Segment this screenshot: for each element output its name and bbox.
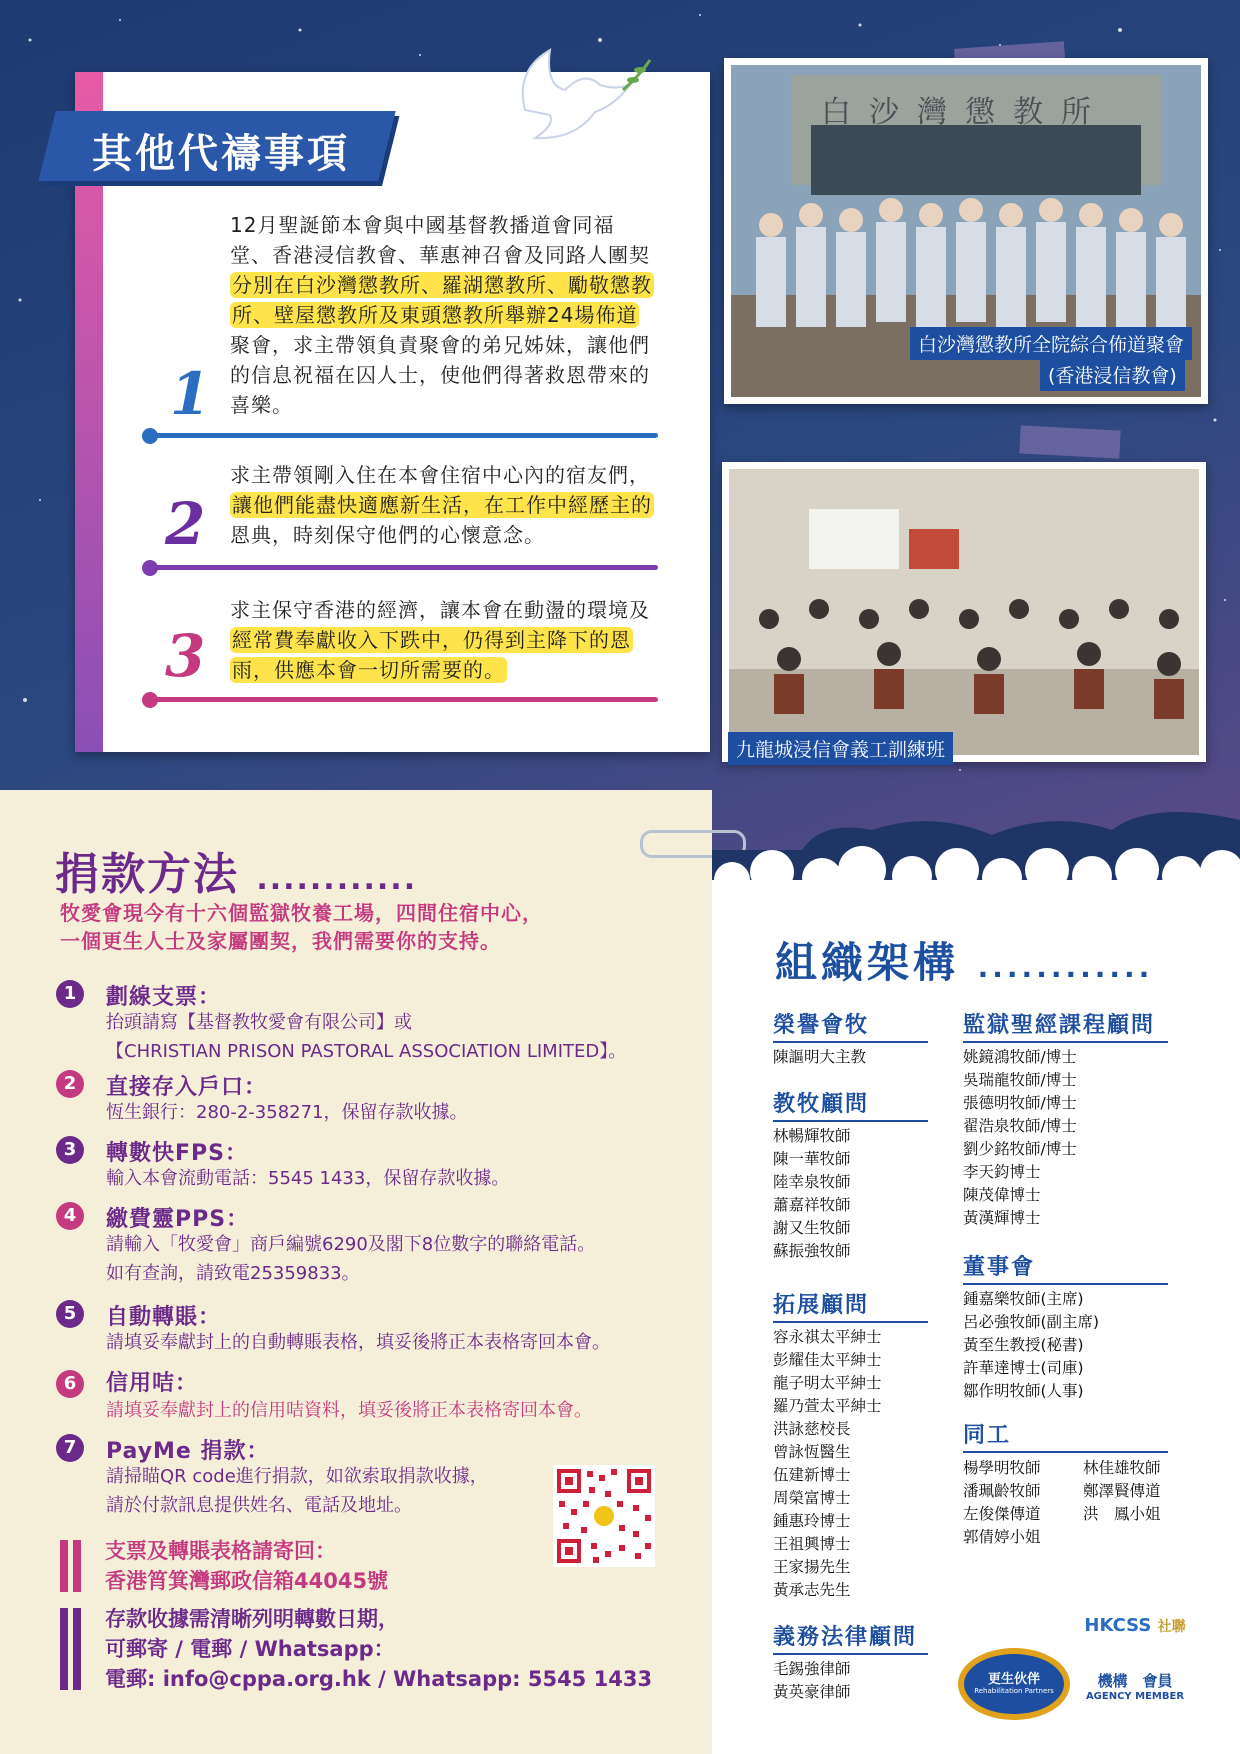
photo2-caption: 九龍城浸信會義工訓練班 bbox=[728, 732, 953, 765]
method-6-body bbox=[106, 1396, 592, 1425]
prayer-2-line: 讓他們能盡快適應新生活，在工作中經歷主的 bbox=[232, 493, 652, 517]
donation-subtitle-1: 牧愛會現今有十六個監獄牧養工場，四間住宿中心， bbox=[60, 901, 543, 925]
prayer-3-line: 經常費奉獻收入下跌中，仍得到主降下的恩 bbox=[232, 628, 631, 652]
hkcss-mark bbox=[1080, 1615, 1190, 1636]
staff-name: 楊學明牧師 bbox=[963, 1459, 1041, 1477]
rehab-partner-logo bbox=[958, 1648, 1070, 1720]
method-3-title: 轉數快FPS： bbox=[106, 1141, 248, 1166]
method-6-badge: 6 bbox=[56, 1370, 84, 1398]
mailing-note-line: 香港筲箕灣郵政信箱44045號 bbox=[105, 1569, 389, 1593]
honorary-heading: 榮譽會牧 bbox=[773, 1008, 928, 1043]
staff-heading: 同工 bbox=[963, 1418, 1168, 1453]
method-2-title: 直接存入戶口： bbox=[106, 1075, 268, 1100]
hkcss-logo bbox=[1080, 1615, 1190, 1702]
prayer-3-line: 求主保守香港的經濟，讓本會在動盪的環境及 bbox=[230, 598, 650, 622]
board-name: 許華達博士(司庫) bbox=[963, 1359, 1084, 1377]
tape bbox=[1019, 425, 1120, 458]
bible-name: 陳茂偉博士 bbox=[963, 1186, 1041, 1204]
method-4-line: 如有查詢，請致電25359833。 bbox=[106, 1263, 360, 1284]
method-7-body bbox=[106, 1462, 488, 1520]
bible-heading: 監獄聖經課程顧問 bbox=[963, 1008, 1168, 1043]
note-bar bbox=[73, 1608, 81, 1690]
bible-name: 劉少銘牧師/博士 bbox=[963, 1140, 1077, 1158]
bible-name: 李天鈞博士 bbox=[963, 1163, 1041, 1181]
divider-2 bbox=[150, 565, 658, 570]
board-name: 鄒作明牧師(人事) bbox=[963, 1382, 1084, 1400]
board-heading: 董事會 bbox=[963, 1250, 1168, 1285]
bible-name: 吳瑞龍牧師/博士 bbox=[963, 1071, 1077, 1089]
payme-qr-code[interactable] bbox=[553, 1465, 655, 1567]
dove-icon bbox=[505, 30, 655, 160]
pastoral-heading: 教牧顧問 bbox=[773, 1087, 928, 1122]
development-name: 鍾惠玲博士 bbox=[773, 1512, 851, 1530]
prayer-number-2: 2 bbox=[165, 490, 206, 558]
prayer-1-line: 的信息祝福在囚人士，使他們得著救恩帶來的 bbox=[230, 363, 650, 387]
rehab-logo-subtext: Rehabilitation Partners bbox=[974, 1687, 1054, 1695]
donation-title-text: 捐款方法 bbox=[55, 849, 239, 900]
prayer-2-line: 求主帶領剛入住在本會住宿中心內的宿友們， bbox=[230, 463, 650, 487]
prayer-1-line: 喜樂。 bbox=[230, 393, 293, 417]
method-3-line: 輸入本會流動電話：5545 1433，保留存款收據。 bbox=[106, 1168, 510, 1189]
staff-name: 林佳雄牧師 bbox=[1083, 1459, 1161, 1477]
pastoral-list bbox=[773, 1125, 851, 1263]
method-7-title: PayMe 捐款： bbox=[106, 1439, 270, 1464]
legal-name: 黃英豪律師 bbox=[773, 1683, 851, 1701]
bible-name: 黃漢輝博士 bbox=[963, 1209, 1041, 1227]
development-name: 黃承志先生 bbox=[773, 1581, 851, 1599]
mailing-note-line: 支票及轉賬表格請寄回： bbox=[105, 1539, 336, 1563]
development-name: 周榮富博士 bbox=[773, 1489, 851, 1507]
method-5-badge: 5 bbox=[56, 1300, 84, 1328]
method-7-badge: 7 bbox=[56, 1434, 84, 1462]
bible-name: 張德明牧師/博士 bbox=[963, 1094, 1077, 1112]
note-bar bbox=[60, 1540, 68, 1592]
title-dots: ............ bbox=[256, 862, 418, 897]
hkcss-text: HKCSS bbox=[1084, 1615, 1152, 1636]
development-name: 王家揚先生 bbox=[773, 1558, 851, 1576]
agency-member-cn: 機構 會員 bbox=[1097, 1672, 1173, 1690]
method-6-line: 請填妥奉獻封上的信用咭資料，填妥後將正本表格寄回本會。 bbox=[106, 1400, 592, 1421]
note-bar bbox=[73, 1540, 81, 1592]
title-dots: ............ bbox=[977, 951, 1154, 984]
method-1-body bbox=[106, 1008, 626, 1066]
pastoral-name: 蕭嘉祥牧師 bbox=[773, 1196, 851, 1214]
development-list bbox=[773, 1326, 882, 1602]
training-photo-image bbox=[729, 469, 1199, 755]
method-4-line: 請輸入「牧愛會」商戶編號6290及閣下8位數字的聯絡電話。 bbox=[106, 1234, 596, 1255]
method-4-body bbox=[106, 1230, 595, 1288]
legal-heading: 義務法律顧問 bbox=[773, 1620, 928, 1655]
staff-name: 左俊傑傳道 bbox=[963, 1505, 1041, 1523]
receipt-note-line: 存款收據需清晰列明轉數日期， bbox=[105, 1607, 399, 1631]
development-name: 曾詠恆醫生 bbox=[773, 1443, 851, 1461]
prayer-1-line: 聚會，求主帶領負責聚會的弟兄姊妹，讓他們 bbox=[230, 333, 650, 357]
pastoral-name: 謝又生牧師 bbox=[773, 1219, 851, 1237]
staff-name: 鄭澤賢傳道 bbox=[1083, 1482, 1161, 1500]
bible-name: 翟浩泉牧師/博士 bbox=[963, 1117, 1077, 1135]
method-1-line: 抬頭請寫【基督教牧愛會有限公司】或 bbox=[106, 1012, 412, 1033]
method-1-line: 【CHRISTIAN PRISON PASTORAL ASSOCIATION LIMITED】。 bbox=[106, 1041, 627, 1062]
receipt-note bbox=[105, 1604, 652, 1694]
development-name: 伍建新博士 bbox=[773, 1466, 851, 1484]
method-1-title: 劃線支票： bbox=[106, 985, 222, 1010]
rehab-logo-text: 更生伙伴 bbox=[987, 1672, 1040, 1687]
development-name: 容永祺太平紳士 bbox=[773, 1328, 882, 1346]
method-5-title: 自動轉賬： bbox=[106, 1305, 222, 1330]
board-name: 呂必強牧師(副主席) bbox=[963, 1313, 1100, 1331]
development-name: 彭耀佳太平紳士 bbox=[773, 1351, 882, 1369]
legal-list bbox=[773, 1658, 851, 1704]
divider-1 bbox=[150, 433, 658, 438]
method-2-line: 恆生銀行：280-2-358271，保留存款收據。 bbox=[106, 1102, 468, 1123]
org-title bbox=[775, 930, 1153, 990]
method-6-title: 信用咭： bbox=[106, 1371, 199, 1396]
pastoral-name: 陸幸泉牧師 bbox=[773, 1173, 851, 1191]
development-name: 羅乃萱太平紳士 bbox=[773, 1397, 882, 1415]
agency-member-en: AGENCY MEMBER bbox=[1085, 1691, 1185, 1702]
prayer-1-line: 堂、香港浸信教會、華惠神召會及同路人團契 bbox=[230, 243, 650, 267]
pastoral-name: 林暢輝牧師 bbox=[773, 1127, 851, 1145]
cloud-border bbox=[712, 790, 1240, 910]
donation-subtitle-2: 一個更生人士及家屬團契，我們需要你的支持。 bbox=[60, 929, 501, 953]
building-sign: 白沙灣懲教所 bbox=[821, 95, 1109, 130]
board-list bbox=[963, 1288, 1099, 1403]
development-name: 龍子明太平紳士 bbox=[773, 1374, 882, 1392]
photo1-caption-1: 白沙灣懲教所全院綜合佈道聚會 bbox=[910, 327, 1192, 360]
prayer-1-line: 分別在白沙灣懲教所、羅湖懲教所、勵敬懲教 bbox=[232, 273, 652, 297]
method-2-badge: 2 bbox=[56, 1070, 84, 1098]
staff-list-2 bbox=[1083, 1457, 1161, 1526]
photo1-caption-2: (香港浸信教會) bbox=[1040, 358, 1185, 391]
honorary-name: 陳謳明大主教 bbox=[773, 1048, 867, 1066]
prayer-item-3 bbox=[230, 595, 650, 685]
prayer-item-2 bbox=[230, 460, 654, 550]
group-photo-2 bbox=[722, 462, 1206, 762]
prayer-number-1: 1 bbox=[170, 360, 211, 428]
method-2-body bbox=[106, 1098, 468, 1127]
bible-list bbox=[963, 1046, 1077, 1230]
method-5-line: 請填妥奉獻封上的自動轉賬表格，填妥後將正本表格寄回本會。 bbox=[106, 1332, 610, 1353]
prayer-2-line: 恩典，時刻保守他們的心懷意念。 bbox=[230, 523, 545, 547]
method-7-line: 請掃瞄QR code進行捐款，如欲索取捐款收據， bbox=[106, 1466, 488, 1487]
prayer-1-line: 所、壁屋懲教所及東頭懲教所舉辦24場佈道 bbox=[232, 303, 638, 327]
development-name: 洪詠慈校長 bbox=[773, 1420, 851, 1438]
method-1-badge: 1 bbox=[56, 980, 84, 1008]
staff-name: 潘珮齡牧師 bbox=[963, 1482, 1041, 1500]
org-title-text: 組織架構 bbox=[775, 938, 960, 987]
prayer-1-line: 12月聖誕節本會與中國基督教播道會同福 bbox=[230, 213, 615, 237]
honorary-list bbox=[773, 1046, 866, 1069]
prayer-title: 其他代禱事項 bbox=[92, 131, 350, 177]
bible-name: 姚鏡鴻牧師/博士 bbox=[963, 1048, 1077, 1066]
pastoral-name: 陳一華牧師 bbox=[773, 1150, 851, 1168]
board-name: 黃至生教授(秘書) bbox=[963, 1336, 1084, 1354]
mailing-note bbox=[105, 1536, 388, 1596]
staff-list-1 bbox=[963, 1457, 1041, 1549]
donation-title bbox=[55, 838, 417, 902]
staff-name: 洪 鳳小姐 bbox=[1083, 1505, 1161, 1523]
method-3-badge: 3 bbox=[56, 1136, 84, 1164]
receipt-note-line: 電郵: info@cppa.org.hk / Whatsapp: 5545 1433 bbox=[105, 1667, 653, 1691]
prayer-number-3: 3 bbox=[165, 622, 206, 690]
method-4-badge: 4 bbox=[56, 1202, 84, 1230]
method-4-title: 繳費靈PPS： bbox=[106, 1207, 250, 1232]
staff-name: 郭倩婷小姐 bbox=[963, 1528, 1041, 1546]
hkcss-cn-text: 社聯 bbox=[1157, 1619, 1186, 1635]
legal-name: 毛錫強律師 bbox=[773, 1660, 851, 1678]
method-3-body bbox=[106, 1164, 509, 1193]
development-name: 王祖興博士 bbox=[773, 1535, 851, 1553]
divider-3 bbox=[150, 697, 658, 702]
receipt-note-line: 可郵寄 / 電郵 / Whatsapp： bbox=[105, 1637, 395, 1661]
pastoral-name: 蘇振強牧師 bbox=[773, 1242, 851, 1260]
note-bar bbox=[60, 1608, 68, 1690]
development-heading: 拓展顧問 bbox=[773, 1288, 928, 1323]
prayer-item-1 bbox=[230, 210, 654, 420]
method-7-line: 請於付款訊息提供姓名、電話及地址。 bbox=[106, 1495, 412, 1516]
board-name: 鍾嘉樂牧師(主席) bbox=[963, 1290, 1084, 1308]
method-5-body bbox=[106, 1328, 610, 1357]
prayer-3-line: 雨，供應本會一切所需要的。 bbox=[232, 658, 505, 682]
